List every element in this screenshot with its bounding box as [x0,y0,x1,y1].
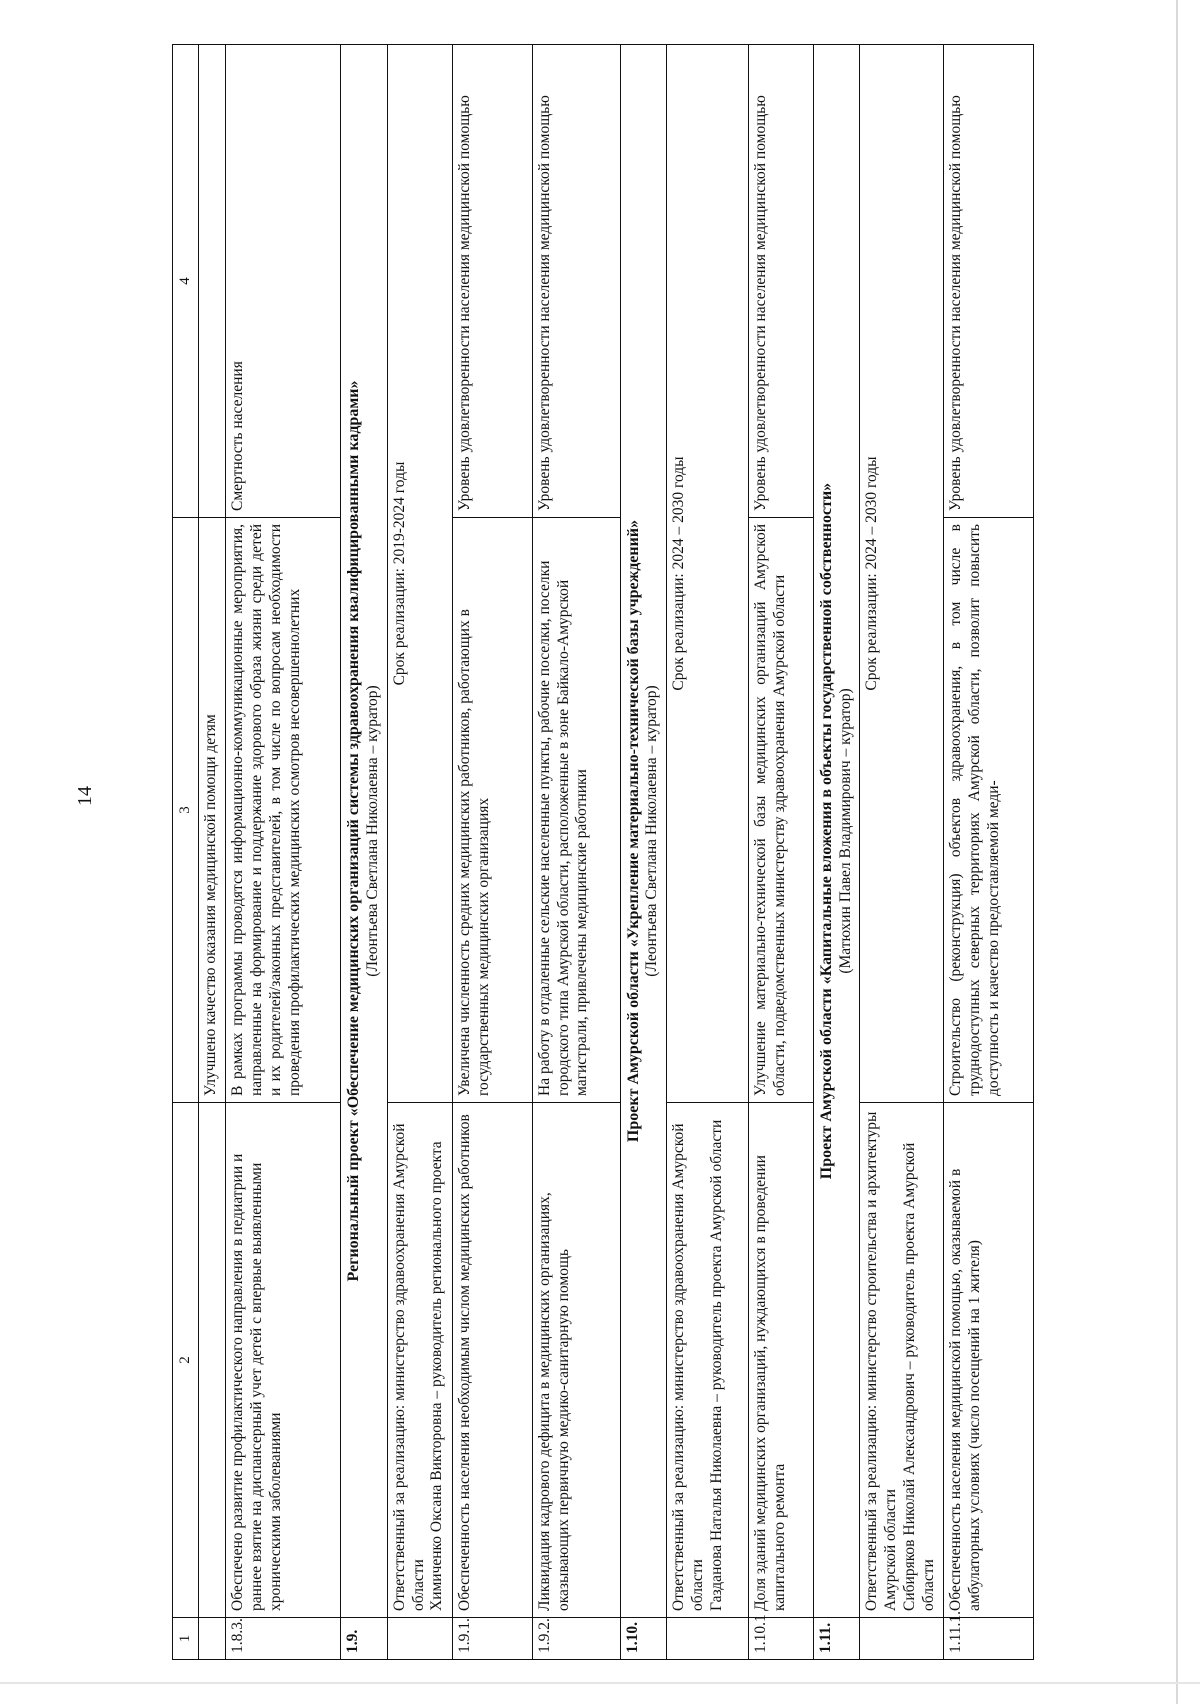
result-cell: Увеличена численность средних медицинских работников, работающих в государственных медицинских организациях [452,518,532,1103]
cell-empty [199,1103,226,1618]
scan-edge-right [1176,0,1178,1704]
section-number: 1.11. [814,1618,860,1660]
project-lead: Сибиряков Николай Александрович – руководитель проекта Амурской области [901,1142,938,1611]
table-row [860,45,944,1660]
table-row [667,45,749,1660]
task-cell: Обеспечено развитие профилактического направления в педиатрии и раннее взятие на диспансерный учет детей с впервые выявленными хроническими заболеваниями [226,1103,341,1618]
table-row [199,45,226,1660]
scan-edge-bottom [0,1682,1200,1684]
period-cell: Срок реализации: 2024 – 2030 годы [667,45,749,1103]
task-cell: Обеспеченность населения необходимым числом медицинских работников [452,1103,532,1618]
section-row [620,45,666,1660]
section-title-text: Региональный проект «Обеспечение медицинских организаций системы здравоохранения квалифицированными кадрами» [345,380,363,1282]
section-number: 1.10. [620,1618,666,1660]
section-curator: (Леонтьева Светлана Николаевна – куратор) [643,685,661,977]
result-cell: Улучшение материально-технической базы медицинских организаций Амурской области, подведомственных министерству здравоохранения Амурской области [749,518,814,1103]
table-row [452,45,532,1660]
indicator-cell: Уровень удовлетворенности населения медицинской помощью [532,45,620,518]
header-col-3: 3 [173,518,199,1103]
section-title [814,45,860,1618]
cell-empty [860,1618,944,1660]
section-row [341,45,387,1660]
section-title-text: Проект Амурской области «Укрепление материально-технической базы учреждений» [624,519,642,1143]
result-cell: На работу в отдаленные сельские населенные пункты, рабочие поселки, поселки городского типа Амурской области, расположенные в зоне Байкало-Амурской магистрали, привлечены медицинские работники [532,518,620,1103]
header-col-4: 4 [173,45,199,518]
task-cell: Ликвидация кадрового дефицита в медицинских организациях, оказывающих первичную медико-санитарную помощь [532,1103,620,1618]
row-number: 1.9.2. [532,1618,620,1660]
task-cell: Обеспеченность населения медицинской помощью, оказываемой в амбулаторных условиях (число посещений на 1 жителя) [944,1103,1034,1618]
header-row [173,45,199,1660]
row-number: 1.10.1 [749,1618,814,1660]
project-lead: Газданова Наталья Николаевна – руководитель проекта Амурской области [707,1119,725,1611]
period-cell: Срок реализации: 2019-2024 годы [387,45,452,1103]
section-number: 1.9. [341,1618,387,1660]
cell-empty [387,1618,452,1660]
row-number: 1.8.3. [226,1618,341,1660]
responsible-cell [667,1103,749,1618]
section-row [814,45,860,1660]
table-row [532,45,620,1660]
indicator-cell: Уровень удовлетворенности населения медицинской помощью [452,45,532,518]
table-row [226,45,341,1660]
section-title-text: Проект Амурской области «Капитальные вложения в объекты государственной собственности» [818,482,836,1180]
responsible-org: Ответственный за реализацию: министерство здравоохранения Амурской области [390,1123,427,1611]
indicator-cell: Уровень удовлетворенности населения медицинской помощью [944,45,1034,518]
header-col-1: 1 [173,1618,199,1660]
cell-empty [667,1618,749,1660]
result-cell: Улучшено качество оказания медицинской помощи детям [199,518,226,1103]
responsible-org: Ответственный за реализацию: министерство строительства и архитектуры Амурской области [863,1111,900,1611]
responsible-cell [387,1103,452,1618]
section-title [341,45,387,1618]
table-row [387,45,452,1660]
cell-empty [199,1618,226,1660]
period-cell: Срок реализации: 2024 – 2030 годы [860,45,944,1103]
rotated-document-table [172,45,1077,1660]
table-row [749,45,814,1660]
header-col-2: 2 [173,1103,199,1618]
result-cell: Строительство (реконструкция) объектов здравоохранения, в том числе в труднодоступных северных территориях Амурской области, позволит повысить доступность и качество предоставляемой меди- [944,518,1034,1103]
responsible-cell [860,1103,944,1618]
indicator-cell: Смертность населения [226,45,341,518]
program-table [172,44,1034,1660]
section-curator: (Матюхин Павел Владимирович – куратор) [836,688,854,974]
task-cell: Доля зданий медицинских организаций, нуждающихся в проведении капитального ремонта [749,1103,814,1618]
table-row [944,45,1034,1660]
row-number: 1.9.1. [452,1618,532,1660]
cell-empty [199,45,226,518]
indicator-cell: Уровень удовлетворенности населения медицинской помощью [749,45,814,518]
row-number: 1.11.1. [944,1618,1034,1660]
page-number: 14 [74,786,96,806]
responsible-org: Ответственный за реализацию: министерство здравоохранения Амурской области [670,1123,706,1611]
section-curator: (Леонтьева Светлана Николаевна – куратор) [363,685,381,977]
project-lead: Химиченко Оксана Викторовна – руководитель регионального проекта [428,1141,446,1611]
section-title [620,45,666,1618]
result-cell: В рамках программы проводятся информационно-коммуникационные мероприятия, направленные на формирование и поддержание здорового образа жизни среди детей и их родителей/законных представителей, в том числе по вопросам необходимости проведения профилактических медицинских осмотров несовершеннолетних [226,518,341,1103]
